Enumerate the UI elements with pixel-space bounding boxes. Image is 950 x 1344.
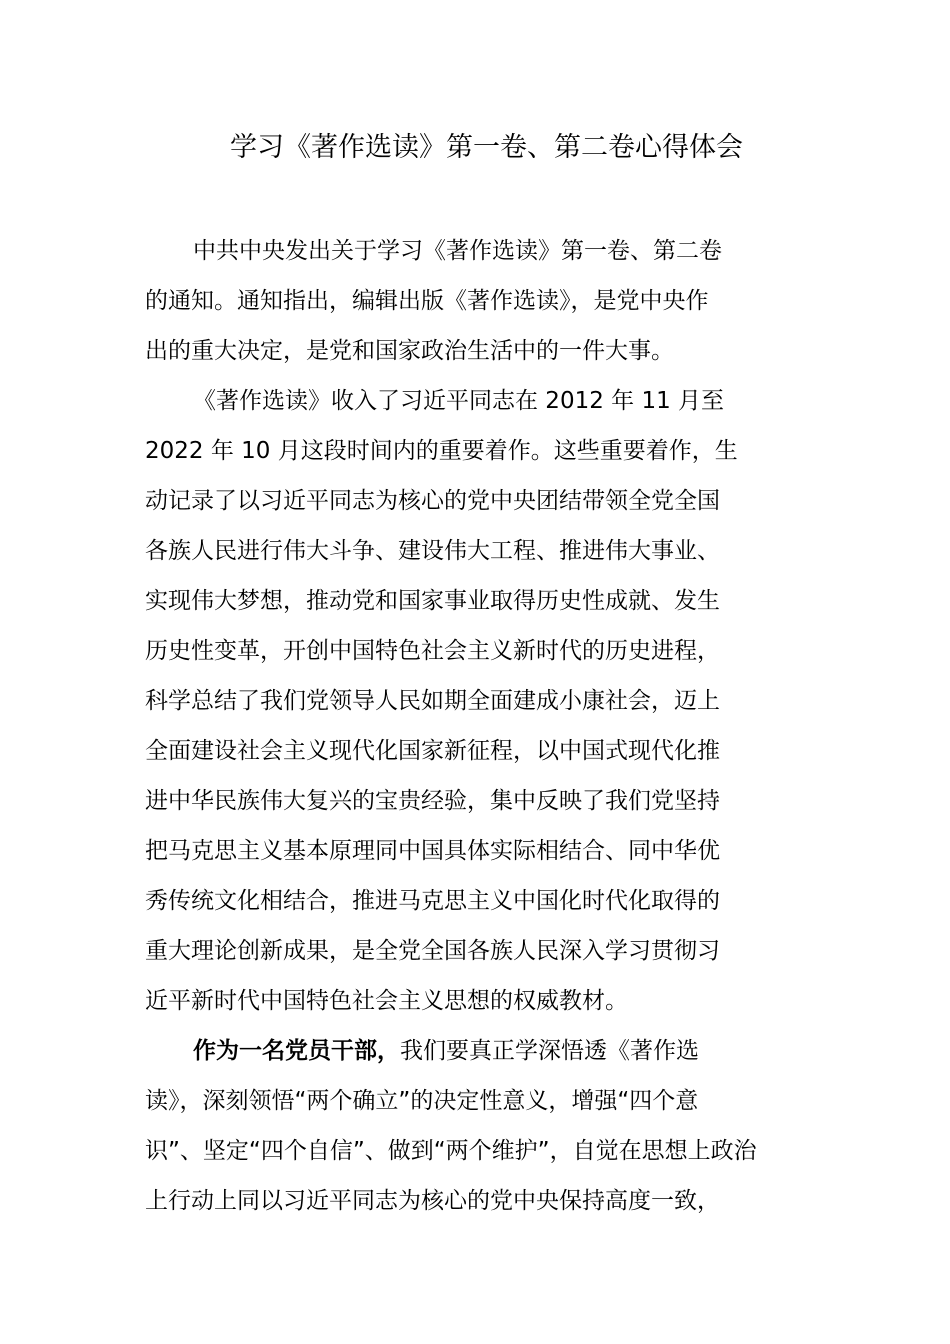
paragraph-2 xyxy=(145,376,805,1026)
text-line-first xyxy=(145,1026,805,1076)
text-line: 重大理论创新成果，是全党全国各族人民深入学习贯彻习 xyxy=(145,938,720,964)
text-line: 《著作选读》收入了习近平同志在 2012 年 11 月至 xyxy=(193,388,725,414)
text-line: 出的重大决定，是党和国家政治生活中的一件大事。 xyxy=(145,338,674,364)
text-line: 全面建设社会主义现代化国家新征程，以中国式现代化推 xyxy=(145,738,720,764)
text-line: 的通知。通知指出，编辑出版《著作选读》，是党中央作 xyxy=(145,288,709,314)
text-line: 进中华民族伟大复兴的宝贵经验，集中反映了我们党坚持 xyxy=(145,788,720,814)
text-line: 近平新时代中国特色社会主义思想的权威教材。 xyxy=(145,988,628,1014)
text-line: 实现伟大梦想，推动党和国家事业取得历史性成就、发生 xyxy=(145,588,720,614)
paragraph-1 xyxy=(145,226,805,376)
text-line: 2022 年 10 月这段时间内的重要着作。这些重要着作，生 xyxy=(145,438,738,464)
text-line: 各族人民进行伟大斗争、建设伟大工程、推进伟大事业、 xyxy=(145,538,720,564)
text-line: 秀传统文化相结合，推进马克思主义中国化时代化取得的 xyxy=(145,888,720,914)
paragraph-3 xyxy=(145,1026,805,1226)
first-line-rest: 我们要真正学深悟透《著作选 xyxy=(400,1038,699,1064)
document-body xyxy=(145,226,805,1226)
text-line: 中共中央发出关于学习《著作选读》第一卷、第二卷 xyxy=(193,238,722,264)
text-line: 科学总结了我们党领导人民如期全面建成小康社会，迈上 xyxy=(145,688,720,714)
text-line: 读》，深刻领悟“两个确立”的决定性意义，增强“四个意 xyxy=(145,1088,699,1114)
text-line: 识”、坚定“四个自信”、做到“两个维护”，自觉在思想上政治 xyxy=(145,1138,757,1164)
text-line: 历史性变革，开创中国特色社会主义新时代的历史进程， xyxy=(145,638,720,664)
document-title: 学习《著作选读》第一卷、第二卷心得体会 xyxy=(230,132,743,163)
text-line: 把马克思主义基本原理同中国具体实际相结合、同中华优 xyxy=(145,838,720,864)
text-line: 上行动上同以习近平同志为核心的党中央保持高度一致， xyxy=(145,1188,720,1214)
text-line: 动记录了以习近平同志为核心的党中央团结带领全党全国 xyxy=(145,488,720,514)
bold-lead-text: 作为一名党员干部， xyxy=(193,1038,400,1064)
